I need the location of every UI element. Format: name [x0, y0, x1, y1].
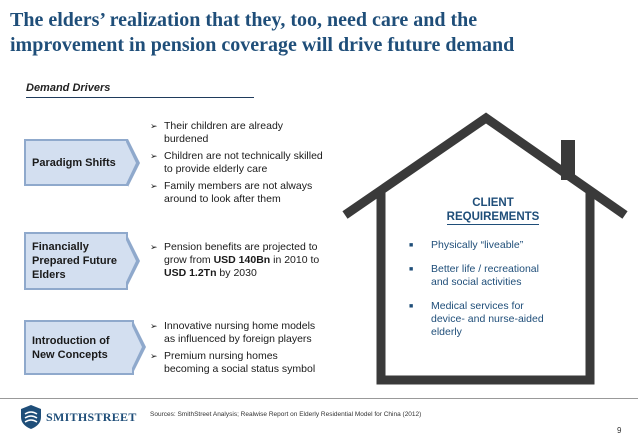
- company-logo: [20, 404, 137, 430]
- bullet-text: as influenced by foreign players: [164, 333, 312, 345]
- client-requirements-title: [433, 196, 553, 224]
- requirement-item: [405, 300, 544, 339]
- arrow-bullet-icon: ➢: [150, 351, 158, 361]
- bullet-text: by 2030: [216, 267, 257, 279]
- bullet-text: around to look after them: [164, 193, 281, 205]
- shield-logo-icon: [20, 404, 42, 430]
- requirement-text: device- and nurse-aided: [431, 313, 544, 325]
- bullet-text: to provide elderly care: [164, 163, 268, 175]
- bullet-text: Premium nursing homes: [164, 350, 278, 362]
- client-title-line: CLIENT: [472, 197, 514, 209]
- bullet-value-2030: USD 1.2Tn: [164, 267, 217, 279]
- section-label: Demand Drivers: [26, 82, 111, 94]
- arrow-bullet-icon: ➢: [150, 321, 158, 331]
- bullet-text: in 2010 to: [270, 254, 320, 266]
- bullet-text: Pension benefits are projected to: [164, 241, 318, 253]
- requirement-item: [405, 263, 539, 289]
- logo-text: SMITHSTREET: [46, 409, 137, 424]
- driver-label-line: Prepared Future: [32, 255, 117, 267]
- footer-divider: [0, 398, 638, 399]
- driver-label-line: New Concepts: [32, 348, 108, 361]
- title-line-1: The elders’ realization that they, too, need care and the: [10, 9, 478, 31]
- arrow-bullet-icon: ➢: [150, 242, 158, 252]
- bullet-text: Their children are already: [164, 120, 284, 132]
- bullet-text: Innovative nursing home models: [164, 320, 316, 332]
- bullet-text: burdened: [164, 133, 209, 145]
- client-title-line: REQUIREMENTS: [446, 211, 540, 223]
- square-bullet-icon: ■: [409, 303, 414, 310]
- driver-label-line: Introduction of: [32, 334, 110, 347]
- requirement-text: and social activities: [431, 276, 522, 288]
- requirement-text: Physically “liveable”: [431, 239, 524, 251]
- square-bullet-icon: ■: [409, 266, 414, 273]
- bullet-text: Family members are not always: [164, 180, 313, 192]
- requirement-text: Medical services for: [431, 300, 524, 312]
- sources-note: Sources: SmithStreet Analysis; Realwise Report on Elderly Residential Model for China (2012): [150, 411, 422, 418]
- arrow-bullet-icon: ➢: [150, 121, 158, 131]
- requirement-text: Better life / recreational: [431, 263, 539, 275]
- bullet-text: Children are not technically skilled: [164, 150, 323, 162]
- arrow-bullet-icon: ➢: [150, 181, 158, 191]
- arrow-bullet-icon: ➢: [150, 151, 158, 161]
- bullet-text: becoming a social status symbol: [164, 363, 316, 375]
- bullet-value-2010: USD 140Bn: [213, 254, 271, 266]
- title-line-2: improvement in pension coverage will drive future demand: [10, 34, 515, 56]
- driver-label: Paradigm Shifts: [32, 156, 116, 169]
- requirement-item: [405, 239, 523, 252]
- bullet-text: grow from: [164, 254, 214, 266]
- page-number: 9: [617, 426, 622, 435]
- driver-label-line: Elders: [32, 269, 66, 281]
- driver-label-line: Financially: [32, 241, 89, 253]
- square-bullet-icon: ■: [409, 242, 414, 249]
- requirement-text: elderly: [431, 326, 462, 338]
